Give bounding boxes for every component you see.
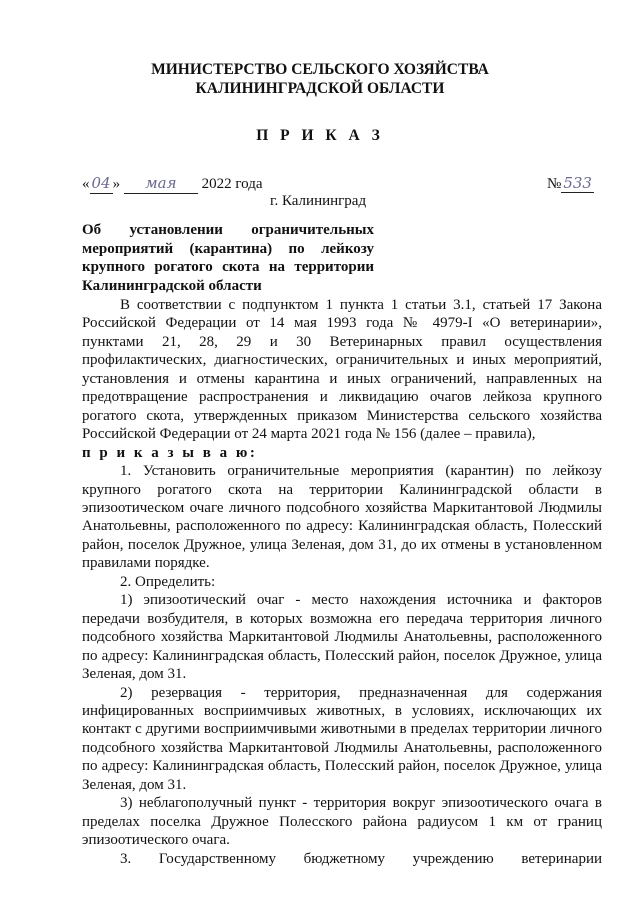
item-2: 2. Определить: xyxy=(120,573,216,590)
item-2-1: 1) эпизоотический очаг - место нахождения источника и факторов передачи возбудителя, в которых возможна его передача территория личного подсобного хозяйства Маркитантовой Людмилы Анатольевны, расположенного по адресу: Калининградская область, Полесский район, поселок Дружное, улица Зеленая, дом 31. xyxy=(82,592,602,683)
ministry-name-line1: МИНИСТЕРСТВО СЕЛЬСКОГО ХОЗЯЙСТВА xyxy=(151,61,489,78)
order-word-line xyxy=(82,444,602,462)
order-subject: Об установлении ограничительных мероприятий (карантина) по лейкозу крупного рогатого скота на территории Калининградской области xyxy=(82,222,374,294)
ministry-name-line2: КАЛИНИНГРАДСКОЙ ОБЛАСТИ xyxy=(195,80,445,97)
date-month-handwritten: мая xyxy=(145,174,177,192)
date-day-handwritten: 04 xyxy=(91,174,111,192)
item-2-2: 2) резервация - территория, предназначенная для содержания инфицированных восприимчивых животных, в условиях, исключающих их контакт с другими восприимчивыми животными в пределах территории личного подсобного хозяйства Маркитантовой Людмилы Анатольевны, расположенного по адресу: Калининградская область, Полесский район, поселок Дружное, улица Зеленая, дом 31. xyxy=(82,684,602,793)
order-body xyxy=(82,296,602,868)
date-close-quote: » xyxy=(112,176,121,192)
order-word: п р и к а з ы в а ю: xyxy=(82,444,258,461)
city: г. Калининград xyxy=(270,193,367,209)
date-open-quote: « xyxy=(82,176,90,192)
order-date xyxy=(82,174,262,194)
item-1: 1. Установить ограничительные мероприятия (карантин) по лейкозу крупного рогатого скота на территории Калининградской области в эпизоотическом очаге личного подсобного хозяйства Маркитантовой Людмилы Анатольевны, расположенного по адресу: Калининградская область, Полесский район, поселок Дружное, улица Зеленая, дом 31, до их отмены в установленном правилами порядке. xyxy=(82,463,602,572)
item-2-3: 3) неблагополучный пункт - территория вокруг эпизоотического очага в пределах поселка Дружное Полесского района радиусом 1 км от границ эпизоотического очага. xyxy=(82,795,602,849)
order-number xyxy=(547,174,594,193)
preamble-text: В соответствии с подпунктом 1 пункта 1 статьи 3.1, статьей 17 Закона Российской Федерации от 14 мая 1993 года № 4979-I «О ветеринарии», пунктами 21, 28, 29 и 30 Ветеринарных правил осуществления профилактических, диагностических, ограничительных и иных мероприятий, установления и отмены карантина и иных ограничений, направленных на предотвращение распространения и ликвидацию очагов лейкоза крупного рогатого скота, утвержденных приказом Министерства сельского хозяйства Российской Федерации от 24 марта 2021 года № 156 (далее – правила), xyxy=(82,297,602,443)
date-day xyxy=(90,174,113,194)
date-year: 2022 года xyxy=(201,176,263,192)
preamble-paragraph xyxy=(82,296,602,444)
order-title: П Р И К А З xyxy=(256,127,384,144)
number-label: № xyxy=(547,176,562,192)
item-3: 3. Государственному бюджетному учреждению ветеринарии xyxy=(120,850,602,867)
number-handwritten: 533 xyxy=(563,174,592,192)
date-month xyxy=(124,174,198,194)
